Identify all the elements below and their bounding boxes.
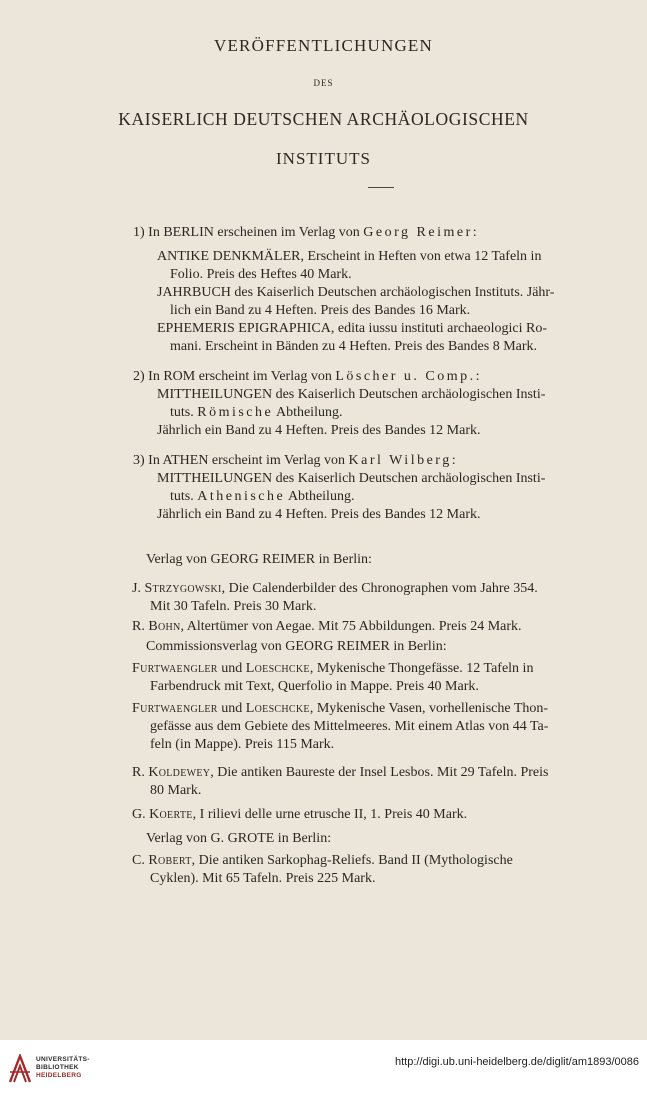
logo-line-3: HEIDELBERG [36, 1072, 82, 1079]
text-segment: MITTHEILUNGEN des Kaiserlich Deutschen archäologischen Insti- [157, 471, 546, 486]
text-segment: Mit 30 Tafeln. Preis 30 Mark. [150, 599, 317, 614]
text-segment: Abtheilung. [273, 405, 343, 420]
text-line [157, 470, 545, 488]
source-url-link[interactable]: http://digi.ub.uni-heidelberg.de/diglit/am1893/0086 [394, 1056, 639, 1068]
author-name: Koldewey [148, 765, 211, 780]
text-segment: , Mykenische Thongefässe. 12 Tafeln in [309, 661, 534, 676]
heading-line-3: KAISERLICH DEUTSCHEN ARCHÄOLOGISCHEN [118, 109, 529, 129]
text-segment: 80 Mark. [150, 783, 202, 798]
text-line [132, 806, 467, 824]
author-name: Furtwaengler [132, 701, 218, 716]
text-segment: lich ein Band zu 4 Heften. Preis des Bandes 16 Mark. [170, 303, 471, 318]
text-segment: und [217, 701, 246, 716]
heading-line-1: VERÖFFENTLICHUNGEN [214, 36, 433, 55]
text-segment: Jährlich ein Band zu 4 Heften. Preis des Bandes 12 Mark. [157, 423, 481, 438]
text-line [157, 248, 541, 266]
author-name: Bohn [148, 619, 181, 634]
text-segment: gefässe aus dem Gebiete des Mittelmeeres. Mit einem Atlas von 44 Ta- [150, 719, 549, 734]
text-segment: 2) In ROM erscheint im Verlag von [133, 369, 336, 384]
text-segment: Farbendruck mit Text, Querfolio in Mappe. Preis 40 Mark. [150, 679, 479, 694]
text-line [146, 830, 331, 848]
text-segment: , I rilievi delle urne etrusche II, 1. Preis 40 Mark. [192, 807, 468, 822]
author-name: Loeschcke [245, 701, 310, 716]
logo-line-2: BIBLIOTHEK [36, 1064, 79, 1071]
text-segment: und [217, 661, 246, 676]
text-segment: R. [132, 765, 149, 780]
heading-line-2: DES [313, 78, 334, 88]
author-name: Robert [148, 853, 192, 868]
text-segment: R. [132, 619, 149, 634]
author-name: Koerte [149, 807, 193, 822]
text-line [146, 638, 447, 656]
text-line [133, 368, 480, 386]
text-segment: C. [132, 853, 149, 868]
heading-divider [368, 187, 394, 188]
spaced-text-segment: Karl Wilberg [348, 453, 452, 468]
text-segment: ANTIKE DENKMÄLER, Erscheint in Heften von etwa 12 Tafeln in [157, 249, 542, 264]
text-segment: JAHRBUCH des Kaiserlich Deutschen archäologischen Instituts. Jähr- [157, 285, 555, 300]
text-line [132, 618, 522, 636]
text-segment: , Altertümer von Aegae. Mit 75 Abbildungen. Preis 24 Mark. [180, 619, 522, 634]
spaced-text-segment: Römische [197, 405, 274, 420]
text-segment: Jährlich ein Band zu 4 Heften. Preis des Bandes 12 Mark. [157, 507, 481, 522]
text-line [157, 320, 547, 338]
text-segment: Commissionsverlag von GEORG REIMER in Berlin: [146, 639, 447, 654]
text-line [157, 422, 480, 440]
text-segment: feln (in Mappe). Preis 115 Mark. [150, 737, 335, 752]
spaced-text-segment: Georg Reimer [363, 225, 473, 240]
heading-line-4: INSTITUTS [276, 149, 371, 168]
text-segment: , Die antiken Sarkophag-Reliefs. Band II (Mythologische [191, 853, 513, 868]
library-logo-text [36, 1056, 90, 1080]
text-line [132, 580, 538, 598]
text-line [170, 266, 352, 284]
logo-line-1: UNIVERSITÄTS- [36, 1056, 90, 1063]
text-segment: : [475, 369, 480, 384]
text-line [170, 338, 537, 356]
text-segment: , Mykenische Vasen, vorhellenische Thon- [309, 701, 549, 716]
text-line [150, 718, 548, 736]
text-line [170, 488, 354, 506]
text-segment: tuts. [170, 405, 198, 420]
text-segment: G. [132, 807, 150, 822]
text-line [157, 386, 545, 404]
text-segment: , Die Calenderbilder des Chronographen vom Jahre 354. [221, 581, 538, 596]
text-line [157, 284, 554, 302]
text-segment: , Die antiken Baureste der Insel Lesbos. Mit 29 Tafeln. Preis [210, 765, 549, 780]
text-segment: : [472, 225, 477, 240]
text-line [157, 506, 480, 524]
university-library-logo-icon [8, 1054, 32, 1084]
spaced-text-segment: Athenische [197, 489, 286, 504]
text-line [150, 598, 316, 616]
text-line [132, 764, 548, 782]
author-name: Loeschcke [245, 661, 310, 676]
text-segment: 3) In ATHEN erscheint im Verlag von [133, 453, 349, 468]
text-segment: Verlag von GEORG REIMER in Berlin: [146, 552, 372, 567]
author-name: Furtwaengler [132, 661, 218, 676]
text-line [170, 302, 470, 320]
text-segment: MITTHEILUNGEN des Kaiserlich Deutschen archäologischen Insti- [157, 387, 546, 402]
text-segment: Verlag von G. GROTE in Berlin: [146, 831, 332, 846]
text-line [132, 852, 513, 870]
footer-bar [0, 1040, 647, 1096]
text-segment: Abtheilung. [285, 489, 355, 504]
text-line [150, 678, 479, 696]
text-segment: Cyklen). Mit 65 Tafeln. Preis 225 Mark. [150, 871, 376, 886]
text-line [146, 551, 372, 569]
text-segment: J. [132, 581, 145, 596]
text-segment: EPHEMERIS EPIGRAPHICA, edita iussu instituti archaeologici Ro- [157, 321, 548, 336]
text-segment: tuts. [170, 489, 198, 504]
text-segment: 1) In BERLIN erscheinen im Verlag von [133, 225, 364, 240]
text-line [133, 224, 477, 242]
text-line [150, 870, 375, 888]
text-line [150, 782, 201, 800]
text-line [132, 660, 533, 678]
author-name: Strzygowski [144, 581, 222, 596]
spaced-text-segment: Löscher u. Comp. [335, 369, 476, 384]
text-segment: mani. Erscheint in Bänden zu 4 Heften. Preis des Bandes 8 Mark. [170, 339, 538, 354]
text-line [132, 700, 548, 718]
text-line [133, 452, 456, 470]
text-line [170, 404, 342, 422]
text-line [150, 736, 334, 754]
text-segment: : [451, 453, 456, 468]
text-segment: Folio. Preis des Heftes 40 Mark. [170, 267, 352, 282]
